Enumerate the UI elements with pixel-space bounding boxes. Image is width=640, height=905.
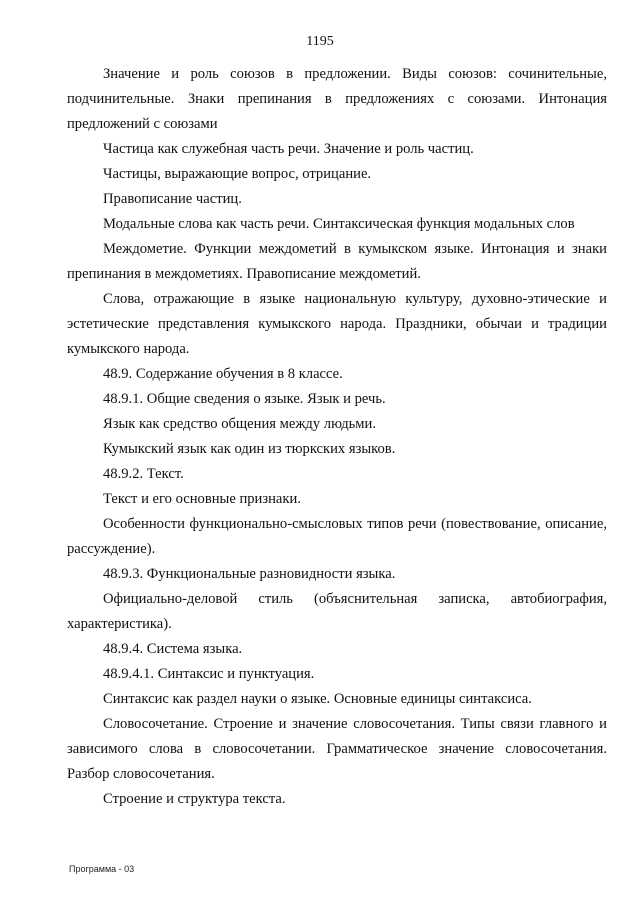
subsection-heading: 48.9.4. Система языка. <box>103 641 243 657</box>
paragraph: Особенности функционально-смысловых типов речи (повествование, описание, рассуждение). <box>67 516 607 557</box>
paragraph: Кумыкский язык как один из тюркских языков. <box>103 441 396 457</box>
section-heading: 48.9. Содержание обучения в 8 классе. <box>103 366 343 382</box>
paragraph: Синтаксис как раздел науки о языке. Основные единицы синтаксиса. <box>103 691 532 707</box>
paragraph: Словосочетание. Строение и значение словосочетания. Типы связи главного и зависимого слова в словосочетании. Грамматическое значение словосочетания. Разбор словосочетания. <box>67 716 607 782</box>
page-number: 1195 <box>306 34 334 49</box>
subsection-heading: 48.9.2. Текст. <box>103 466 184 482</box>
subsection-heading: 48.9.1. Общие сведения о языке. Язык и речь. <box>103 391 386 407</box>
paragraph: Язык как средство общения между людьми. <box>103 416 377 432</box>
paragraph: Слова, отражающие в языке национальную культуру, духовно-этические и эстетические представления кумыкского народа. Праздники, обычаи и традиции кумыкского народа. <box>67 291 607 357</box>
paragraph: Междометие. Функции междометий в кумыкском языке. Интонация и знаки препинания в междометиях. Правописание междометий. <box>67 241 607 282</box>
document-body <box>67 62 607 812</box>
paragraph: Текст и его основные признаки. <box>103 491 301 507</box>
paragraph: Частицы, выражающие вопрос, отрицание. <box>103 166 372 182</box>
paragraph: Модальные слова как часть речи. Синтаксическая функция модальных слов <box>103 216 575 232</box>
paragraph: Значение и роль союзов в предложении. Виды союзов: сочинительные, подчинительные. Знаки препинания в предложениях с союзами. Интонация предложений с союзами <box>67 66 607 132</box>
paragraph: Частица как служебная часть речи. Значение и роль частиц. <box>103 141 474 157</box>
paragraph: Строение и структура текста. <box>103 791 286 807</box>
subsection-heading: 48.9.4.1. Синтаксис и пунктуация. <box>103 666 315 682</box>
paragraph: Официально-деловой стиль (объяснительная записка, автобиография, характеристика). <box>67 591 607 632</box>
page-footer: Программа - 03 <box>69 864 135 874</box>
subsection-heading: 48.9.3. Функциональные разновидности языка. <box>103 566 396 582</box>
paragraph: Правописание частиц. <box>103 191 242 207</box>
